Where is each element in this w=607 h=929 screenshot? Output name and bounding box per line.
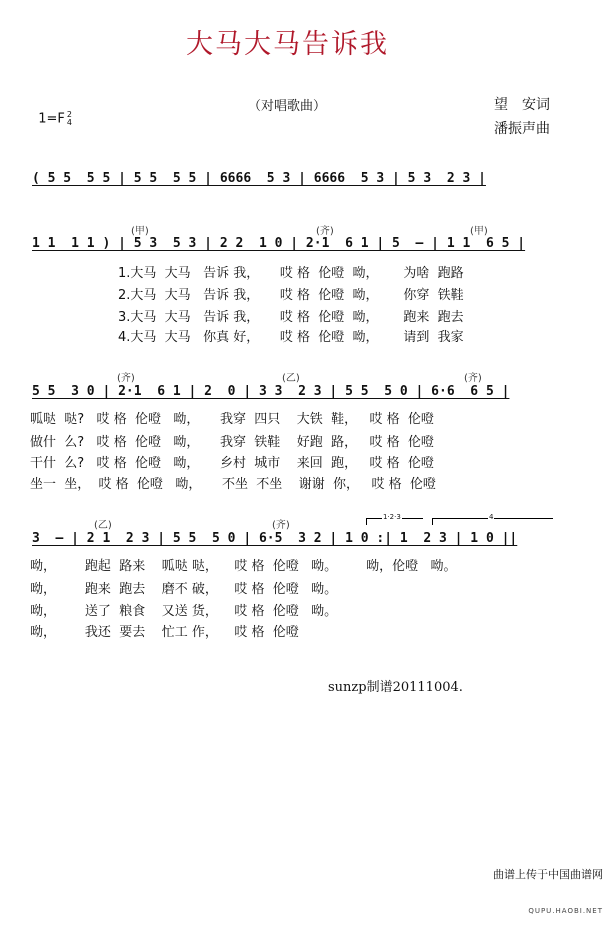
part-mark: (齐) — [272, 520, 290, 531]
notation-line-1: ( 5 5 5 5 | 5 5 5 5 | 6666 5 3 | 6666 5 3 | 5 3 2 3 | — [32, 171, 486, 186]
lyricist-credit: 望 安词 — [494, 97, 550, 113]
key-signature — [30, 96, 72, 127]
song-title: 大马大马告诉我 — [186, 29, 389, 60]
part-mark: (甲) — [131, 226, 149, 237]
part-mark: (齐) — [464, 373, 482, 384]
lyric-line: 3.大马 大马 告诉 我， 哎 格 伦噔 呦， 跑来 跑去 — [118, 310, 464, 325]
time-bottom: 4 — [66, 118, 73, 127]
composer-credit: 潘振声曲 — [494, 121, 550, 137]
notation-line-2: 1 1 1 1 ) | 5 3 5 3 | 2 2 1 0 | 2·1 6 1 | 5 – | 1 1 6 5 | — [32, 236, 526, 251]
time-top: 2 — [66, 110, 73, 119]
lyric-line: 坐一 坐， 哎 格 伦噔 呦， 不坐 不坐 谢谢 你， 哎 格 伦噔 — [30, 477, 436, 492]
lyric-line: 1.大马 大马 告诉 我， 哎 格 伦噔 呦， 为啥 跑路 — [118, 266, 464, 281]
lyric-line: 呱哒 哒? 哎 格 伦噔 呦， 我穿 四只 大铁 鞋， 哎 格 伦噔 — [30, 412, 434, 427]
lyric-line: 呦， 跑来 跑去 磨不 破， 哎 格 伦噔 呦。 — [30, 582, 338, 597]
part-mark: (乙) — [94, 520, 112, 531]
site-watermark — [493, 845, 603, 929]
genre-label: （对唱歌曲） — [248, 99, 327, 114]
watermark-text: 曲谱上传于中国曲谱网 — [493, 868, 603, 881]
time-signature — [67, 111, 72, 127]
key-prefix: 1=F — [38, 111, 65, 127]
lyric-line: 呦， 送了 粮食 又送 货， 哎 格 伦噔 呦。 — [30, 604, 338, 619]
lyric-line: 2.大马 大马 告诉 我， 哎 格 伦噔 呦， 你穿 铁鞋 — [118, 288, 464, 303]
transcriber-signature: sunzp制谱20111004. — [328, 680, 463, 695]
part-mark: (齐) — [117, 373, 135, 384]
volta-number-2: 4 — [489, 513, 494, 521]
notation-line-4: 3 – | 2 1 2 3 | 5 5 5 0 | 6·5 3 2 | 1 0 :| 1 2 3 | 1 0 || — [32, 531, 518, 546]
watermark-url: QUPU.HAOBI.NET — [528, 907, 603, 915]
notation-line-3: 5 5 3 0 | 2·1 6 1 | 2 0 | 3 3 2 3 | 5 5 5 0 | 6·6 6 5 | — [32, 384, 510, 399]
lyric-line: 呦， 跑起 路来 呱哒 哒， 哎 格 伦噔 呦。 呦，伦噔 呦。 — [30, 559, 457, 574]
volta-number-1: 1·2·3 — [383, 513, 401, 521]
part-mark: (乙) — [282, 373, 300, 384]
lyric-line: 做什 么? 哎 格 伦噔 呦， 我穿 铁鞋 好跑 路， 哎 格 伦噔 — [30, 435, 434, 450]
lyric-line: 呦， 我还 要去 忙工 作， 哎 格 伦噔 — [30, 625, 299, 640]
lyric-line: 干什 么? 哎 格 伦噔 呦， 乡村 城市 来回 跑， 哎 格 伦噔 — [30, 456, 434, 471]
lyric-line: 4.大马 大马 你真 好， 哎 格 伦噔 呦， 请到 我家 — [118, 330, 464, 345]
part-mark: (齐) — [316, 226, 334, 237]
part-mark: (甲) — [470, 226, 488, 237]
